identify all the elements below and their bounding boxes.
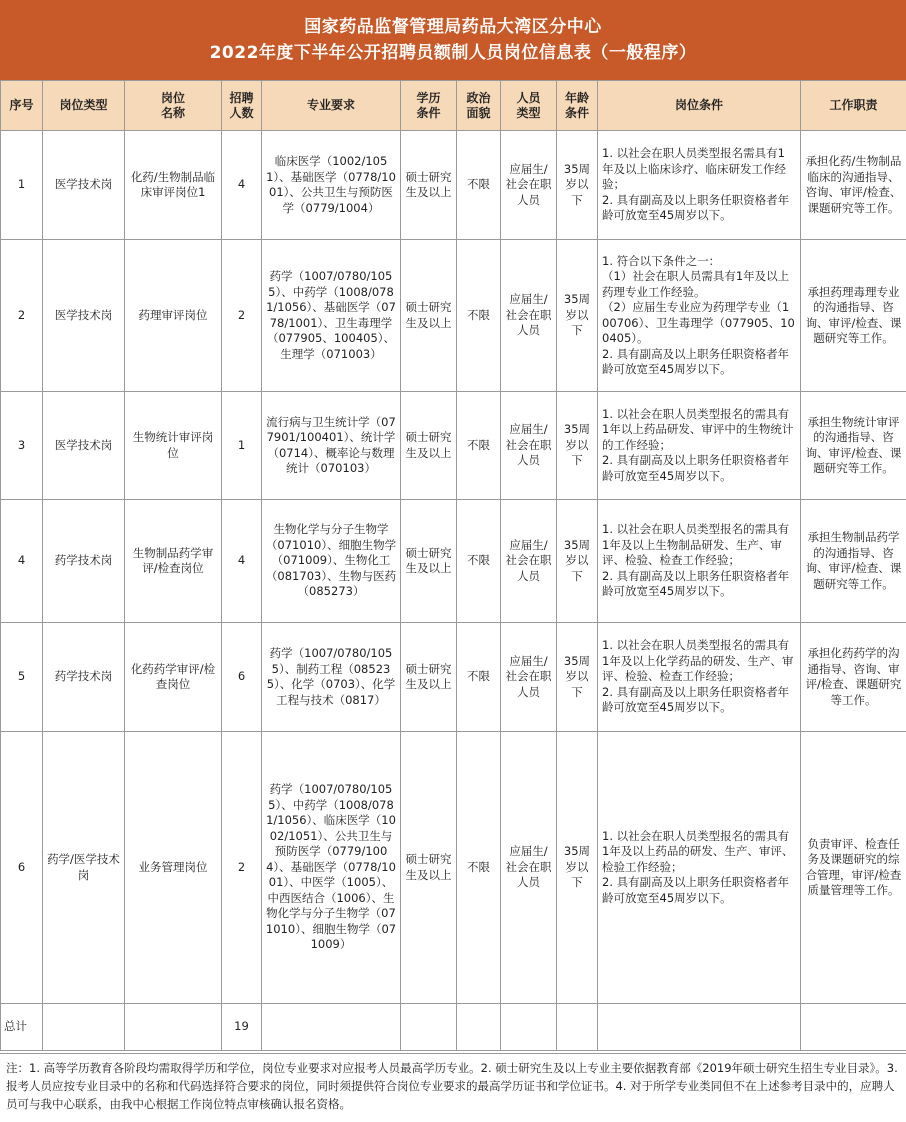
cell-major: 生物化学与分子生物学（071010）、细胞生物学（071009）、生物化工（081703）、生物与医药（085273） [262,500,401,623]
total-empty-duties [801,1004,906,1051]
cell-duties: 承担化药药学的沟通指导、咨询、审评/检查、课题研究等工作。 [801,623,906,732]
table-row [1,732,906,1004]
condition-line: 1. 以社会在职人员类型报名的需具有1年及以上药品的研发、生产、审评、检验工作经验； [602,828,794,874]
cell-seq: 2 [1,240,43,392]
header-edu-l1: 学历 [416,90,441,105]
cell-type: 药学/医学技术岗 [43,732,125,1004]
cell-type: 医学技术岗 [43,240,125,392]
header-pol-l2: 面貌 [466,105,491,120]
cell-count: 2 [222,240,262,392]
table-row [1,240,906,392]
cell-count: 1 [222,392,262,500]
cell-major: 临床医学（1002/1051）、基础医学（0778/1001）、公共卫生与预防医学（0779/1004） [262,131,401,240]
header-name-l1: 岗位 [160,90,185,105]
cell-age: 35周岁以下 [557,240,598,392]
cell-type: 医学技术岗 [43,392,125,500]
cell-seq: 1 [1,131,43,240]
table-row [1,392,906,500]
cell-age: 35周岁以下 [557,131,598,240]
table-row [1,131,906,240]
cell-duties: 承担生物制品药学的沟通指导、咨询、审评/检查、课题研究等工作。 [801,500,906,623]
cell-major: 药学（1007/0780/1055）、中药学（1008/0781/1056）、基础医学（0778/1001）、卫生毒理学（077905、100405）、生理学（071003） [262,240,401,392]
cell-major: 药学（1007/0780/1055）、制药工程（085235）、化学（0703）、化学工程与技术（0817） [262,623,401,732]
cell-name: 业务管理岗位 [125,732,222,1004]
cell-name: 化药药学审评/检查岗位 [125,623,222,732]
condition-line: （2）应届生专业应为药理学专业（100706）、卫生毒理学（077905、100405）。 [602,300,795,345]
table-row [1,500,906,623]
cell-name: 生物制品药学审评/检查岗位 [125,500,222,623]
cell-major: 药学（1007/0780/1055）、中药学（1008/0781/1056）、临床医学（1002/1051）、公共卫生与预防医学（0779/1004）、基础医学（0778/1001）、中医学（1005）、中西医结合（1006）、生物化学与分子生物学（071010）、细胞生物学（071009） [262,732,401,1004]
cell-type: 药学技术岗 [43,623,125,732]
cell-type: 医学技术岗 [43,131,125,240]
condition-line: （1）社会在职人员需具有1年及以上药理专业工作经验。 [602,269,790,299]
cell-count: 4 [222,500,262,623]
cell-political: 不限 [457,240,501,392]
header-count-l1: 招聘 [229,90,254,105]
total-label: 总计 [1,1004,43,1051]
header-major: 专业要求 [262,81,401,131]
cell-political: 不限 [457,131,501,240]
header-type: 岗位类型 [43,81,125,131]
cell-name: 生物统计审评岗位 [125,392,222,500]
title-line-2: 2022年度下半年公开招聘员额制人员岗位信息表（一般程序） [209,43,697,63]
total-empty-edu [401,1004,457,1051]
total-empty-person-type [501,1004,557,1051]
header-edu [401,81,457,131]
cell-conditions [598,392,801,500]
total-empty-major [262,1004,401,1051]
header-age-l1: 年龄 [564,90,589,105]
cell-person-type: 应届生/社会在职人员 [501,392,557,500]
cell-political: 不限 [457,392,501,500]
title-banner [0,0,906,81]
cell-name: 药理审评岗位 [125,240,222,392]
cell-count: 4 [222,131,262,240]
cell-age: 35周岁以下 [557,732,598,1004]
condition-line: 2. 具有副高及以上职务任职资格者年龄可放宽至45周岁以下。 [602,346,790,376]
header-name [125,81,222,131]
header-name-l2: 名称 [160,105,185,120]
cell-conditions [598,732,801,1004]
header-pol-l1: 政治 [466,90,491,105]
header-age-l2: 条件 [564,105,589,120]
total-empty-type [43,1004,125,1051]
table-row [1,623,906,732]
cell-age: 35周岁以下 [557,623,598,732]
cell-conditions [598,131,801,240]
cell-seq: 6 [1,732,43,1004]
cell-edu: 硕士研究生及以上 [401,131,457,240]
cell-count: 2 [222,732,262,1004]
cell-duties: 承担药理毒理专业的沟通指导、咨询、审评/检查、课题研究等工作。 [801,240,906,392]
cell-seq: 4 [1,500,43,623]
cell-age: 35周岁以下 [557,392,598,500]
condition-line: 1. 以社会在职人员类型报名的需具有1年及以上化学药品的研发、生产、审评、检验、检查工作经验； [602,638,794,684]
condition-line: 2. 具有副高及以上职务任职资格者年龄可放宽至45周岁以下。 [602,875,790,905]
total-empty-conditions [598,1004,801,1051]
cell-type: 药学技术岗 [43,500,125,623]
condition-line: 1. 以社会在职人员类型报名的需具有1年及以上生物制品研发、生产、审评、检验、检查工作经验； [602,522,790,568]
header-person-type [501,81,557,131]
cell-political: 不限 [457,500,501,623]
cell-person-type: 应届生/社会在职人员 [501,732,557,1004]
cell-political: 不限 [457,732,501,1004]
cell-person-type: 应届生/社会在职人员 [501,623,557,732]
header-count-l2: 人数 [229,105,254,120]
total-empty-political [457,1004,501,1051]
cell-conditions [598,623,801,732]
cell-name: 化药/生物制品临床审评岗位1 [125,131,222,240]
condition-line: 1. 以社会在职人员类型报名的需具有1年以上药品研发、审评中的生物统计的工作经验； [602,406,794,452]
header-political [457,81,501,131]
cell-seq: 5 [1,623,43,732]
cell-conditions [598,500,801,623]
cell-duties: 负责审评、检查任务及课题研究的综合管理，审评/检查质量管理等工作。 [801,732,906,1004]
condition-line: 1. 符合以下条件之一： [602,253,721,268]
condition-line: 2. 具有副高及以上职务任职资格者年龄可放宽至45周岁以下。 [602,684,790,715]
total-empty-age [557,1004,598,1051]
header-row [1,81,906,131]
header-edu-l2: 条件 [416,105,441,120]
cell-edu: 硕士研究生及以上 [401,240,457,392]
cell-political: 不限 [457,623,501,732]
total-count: 19 [222,1004,262,1051]
cell-edu: 硕士研究生及以上 [401,623,457,732]
cell-edu: 硕士研究生及以上 [401,732,457,1004]
total-row [1,1004,906,1051]
cell-person-type: 应届生/社会在职人员 [501,131,557,240]
total-empty-name [125,1004,222,1051]
cell-conditions [598,240,801,392]
condition-line: 2. 具有副高及以上职务任职资格者年龄可放宽至45周岁以下。 [602,568,790,599]
header-count [222,81,262,131]
cell-major: 流行病与卫生统计学（077901/100401）、统计学（0714）、概率论与数理统计（070103） [262,392,401,500]
cell-person-type: 应届生/社会在职人员 [501,240,557,392]
cell-edu: 硕士研究生及以上 [401,500,457,623]
cell-seq: 3 [1,392,43,500]
cell-edu: 硕士研究生及以上 [401,392,457,500]
header-age [557,81,598,131]
header-seq: 序号 [1,81,43,131]
title-line-1: 国家药品监督管理局药品大湾区分中心 [304,17,602,37]
positions-table [0,80,906,1051]
footnote: 注：1. 高等学历教育各阶段均需取得学历和学位，岗位专业要求对应报考人员最高学历专业。2. 硕士研究生及以上专业主要依据教育部《2019年硕士研究生招生专业目录》。3. 报考人员应按专业目录中的名称和代码选择符合要求的岗位，同时须提供符合岗位专业要求的最高学历证书和学位证书。4. 对于所学专业类同但不在上述参考目录中的，应聘人员可与我中心联系，由我中心根据工作岗位特点审核确认报名资格。 [0,1053,906,1122]
condition-line: 2. 具有副高及以上职务任职资格者年龄可放宽至45周岁以下。 [602,453,790,483]
header-conditions: 岗位条件 [598,81,801,131]
cell-duties: 承担化药/生物制品临床的沟通指导、咨询、审评/检查、课题研究等工作。 [801,131,906,240]
cell-age: 35周岁以下 [557,500,598,623]
condition-line: 1. 以社会在职人员类型报名需具有1年及以上临床诊疗、临床研发工作经验； [602,146,786,192]
header-ptype-l1: 人员 [516,90,541,105]
header-ptype-l2: 类型 [516,105,541,120]
header-duties: 工作职责 [801,81,906,131]
cell-person-type: 应届生/社会在职人员 [501,500,557,623]
cell-count: 6 [222,623,262,732]
condition-line: 2. 具有副高及以上职务任职资格者年龄可放宽至45周岁以下。 [602,192,790,223]
cell-duties: 承担生物统计审评的沟通指导、咨询、审评/检查、课题研究等工作。 [801,392,906,500]
